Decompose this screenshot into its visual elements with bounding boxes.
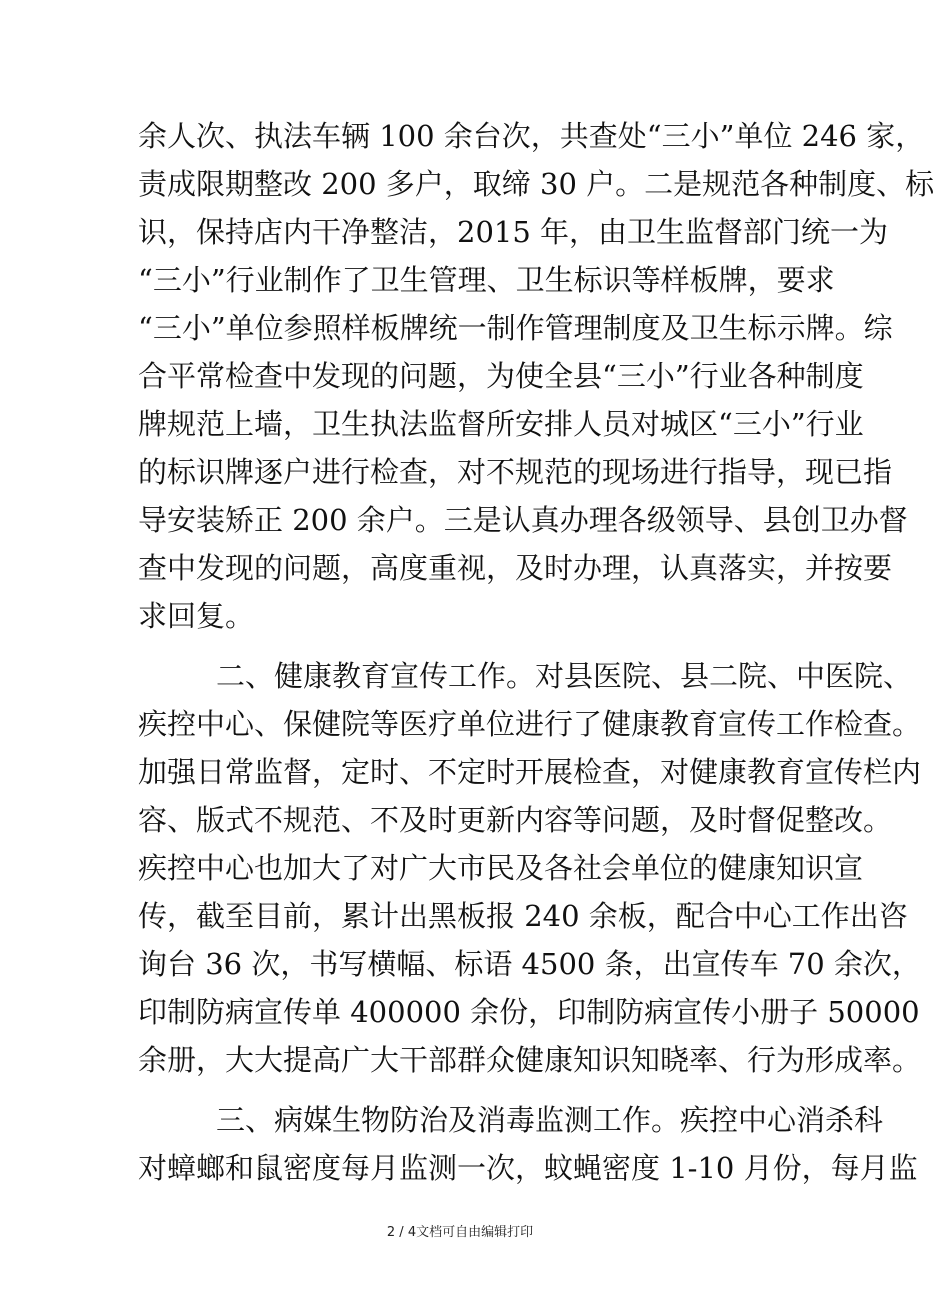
paragraph-2-line-3: 加强日常监督，定时、不定时开展检查，对健康教育宣传栏内 xyxy=(138,755,922,789)
paragraph-1-line-10: 查中发现的问题，高度重视，及时办理，认真落实，并按要 xyxy=(138,551,893,585)
paragraph-2-line-5: 疾控中心也加大了对广大市民及各社会单位的健康知识宣 xyxy=(138,851,864,885)
paragraph-1-line-9: 导安装矫正 200 余户。三是认真办理各级领导、县创卫办督 xyxy=(138,503,908,537)
paragraph-3-line-1: 三、病媒生物防治及消毒监测工作。疾控中心消杀科 xyxy=(216,1103,884,1137)
paragraph-1-line-7: 牌规范上墙，卫生执法监督所安排人员对城区“三小”行业 xyxy=(138,407,864,441)
paragraph-2-line-6: 传，截至目前，累计出黑板报 240 余板，配合中心工作出咨 xyxy=(138,899,908,933)
paragraph-1-line-1: 余人次、执法车辆 100 余台次，共查处“三小”单位 246 家， xyxy=(138,119,925,153)
paragraph-1-line-3: 识，保持店内干净整洁，2015 年，由卫生监督部门统一为 xyxy=(138,215,889,249)
paragraph-1-line-11: 求回复。 xyxy=(138,599,255,633)
paragraph-1-line-2: 责成限期整改 200 多户，取缔 30 户。二是规范各种制度、标 xyxy=(138,167,934,201)
paragraph-2-line-9: 余册，大大提高广大干部群众健康知识知晓率、行为形成率。 xyxy=(138,1043,922,1077)
paragraph-2-line-7: 询台 36 次，书写横幅、标语 4500 条，出宣传车 70 余次， xyxy=(138,947,921,981)
paragraph-2-line-1: 二、健康教育宣传工作。对县医院、县二院、中医院、 xyxy=(216,659,913,693)
paragraph-1-line-8: 的标识牌逐户进行检查，对不规范的现场进行指导，现已指 xyxy=(138,455,893,489)
page-footer: 2 / 4文档可自由编辑打印 xyxy=(386,1225,534,1240)
paragraph-2-line-2: 疾控中心、保健院等医疗单位进行了健康教育宣传工作检查。 xyxy=(138,707,922,741)
paragraph-1-line-5: “三小”单位参照样板牌统一制作管理制度及卫生标示牌。综 xyxy=(138,311,893,345)
paragraph-1-line-4: “三小”行业制作了卫生管理、卫生标识等样板牌，要求 xyxy=(138,263,835,297)
paragraph-1-line-6: 合平常检查中发现的问题，为使全县“三小”行业各种制度 xyxy=(138,359,864,393)
paragraph-2-line-4: 容、版式不规范、不及时更新内容等问题，及时督促整改。 xyxy=(138,803,893,837)
paragraph-3-line-2: 对蟑螂和鼠密度每月监测一次，蚊蝇密度 1-10 月份，每月监 xyxy=(138,1151,918,1185)
paragraph-2-line-8: 印制防病宣传单 400000 余份，印制防病宣传小册子 50000 xyxy=(138,995,920,1029)
